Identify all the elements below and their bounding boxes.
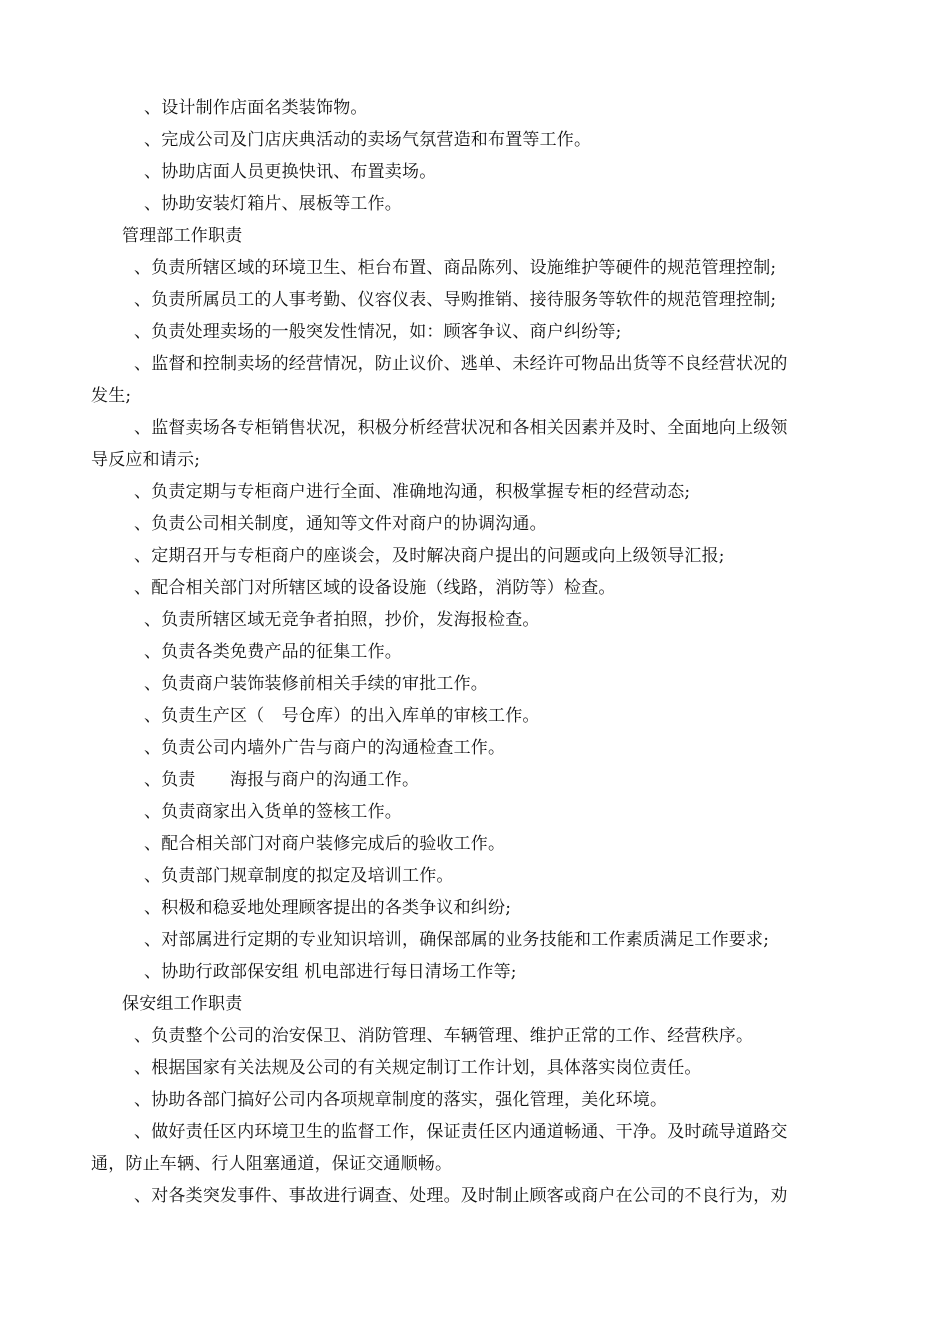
- security-item: 、做好责任区内环境卫生的监督工作，保证责任区内通道畅通、干净。及时疏导道路交: [134, 1122, 788, 1142]
- management-item: 、协助行政部保安组 机电部进行每日清场工作等;: [144, 962, 517, 982]
- security-item: 、协助各部门搞好公司内各项规章制度的落实，强化管理，美化环境。: [134, 1090, 668, 1110]
- management-item: 、负责部门规章制度的拟定及培训工作。: [144, 866, 454, 886]
- design-item: 、协助安装灯箱片、展板等工作。: [144, 194, 402, 214]
- management-item-continuation: 发生;: [91, 386, 132, 406]
- security-item: 、根据国家有关法规及公司的有关规定制订工作计划，具体落实岗位责任。: [134, 1058, 702, 1078]
- management-item: 、监督卖场各专柜销售状况，积极分析经营状况和各相关因素并及时、全面地向上级领: [134, 418, 788, 438]
- management-item: 、积极和稳妥地处理顾客提出的各类争议和纠纷;: [144, 898, 512, 918]
- management-item: 、负责商户装饰装修前相关手续的审批工作。: [144, 674, 488, 694]
- design-item: 、设计制作店面名类装饰物。: [144, 98, 368, 118]
- management-item: 、负责处理卖场的一般突发性情况，如：顾客争议、商户纠纷等;: [134, 322, 622, 342]
- management-item: 、负责所属员工的人事考勤、仪容仪表、导购推销、接待服务等软件的规范管理控制;: [134, 290, 777, 310]
- management-item: 、配合相关部门对所辖区域的设备设施（线路，消防等）检查。: [134, 578, 616, 598]
- section-heading-security: 保安组工作职责: [122, 994, 243, 1014]
- management-item: 、负责 海报与商户的沟通工作。: [144, 770, 420, 790]
- management-item: 、配合相关部门对商户装修完成后的验收工作。: [144, 834, 506, 854]
- management-item: 、负责所辖区域无竞争者拍照，抄价，发海报检查。: [144, 610, 540, 630]
- management-item-continuation: 导反应和请示;: [91, 450, 201, 470]
- management-item: 、负责公司内墙外广告与商户的沟通检查工作。: [144, 738, 506, 758]
- management-item: 、负责生产区（ 号仓库）的出入库单的审核工作。: [144, 706, 540, 726]
- management-item: 、负责各类免费产品的征集工作。: [144, 642, 402, 662]
- management-item: 、负责商家出入货单的签核工作。: [144, 802, 402, 822]
- management-item: 、负责公司相关制度，通知等文件对商户的协调沟通。: [134, 514, 547, 534]
- management-item: 、负责定期与专柜商户进行全面、准确地沟通，积极掌握专柜的经营动态;: [134, 482, 691, 502]
- design-item: 、完成公司及门店庆典活动的卖场气氛营造和布置等工作。: [144, 130, 592, 150]
- design-item: 、协助店面人员更换快讯、布置卖场。: [144, 162, 437, 182]
- security-item-continuation: 通，防止车辆、行人阻塞通道，保证交通顺畅。: [91, 1154, 453, 1174]
- management-item: 、监督和控制卖场的经营情况，防止议价、逃单、未经许可物品出货等不良经营状况的: [134, 354, 788, 374]
- security-item: 、负责整个公司的治安保卫、消防管理、车辆管理、维护正常的工作、经营秩序。: [134, 1026, 754, 1046]
- management-item: 、负责所辖区域的环境卫生、柜台布置、商品陈列、设施维护等硬件的规范管理控制;: [134, 258, 777, 278]
- management-item: 、对部属进行定期的专业知识培训，确保部属的业务技能和工作素质满足工作要求;: [144, 930, 770, 950]
- management-item: 、定期召开与专柜商户的座谈会，及时解决商户提出的问题或向上级领导汇报;: [134, 546, 725, 566]
- section-heading-management: 管理部工作职责: [122, 226, 243, 246]
- security-item: 、对各类突发事件、事故进行调查、处理。及时制止顾客或商户在公司的不良行为，劝: [134, 1186, 788, 1206]
